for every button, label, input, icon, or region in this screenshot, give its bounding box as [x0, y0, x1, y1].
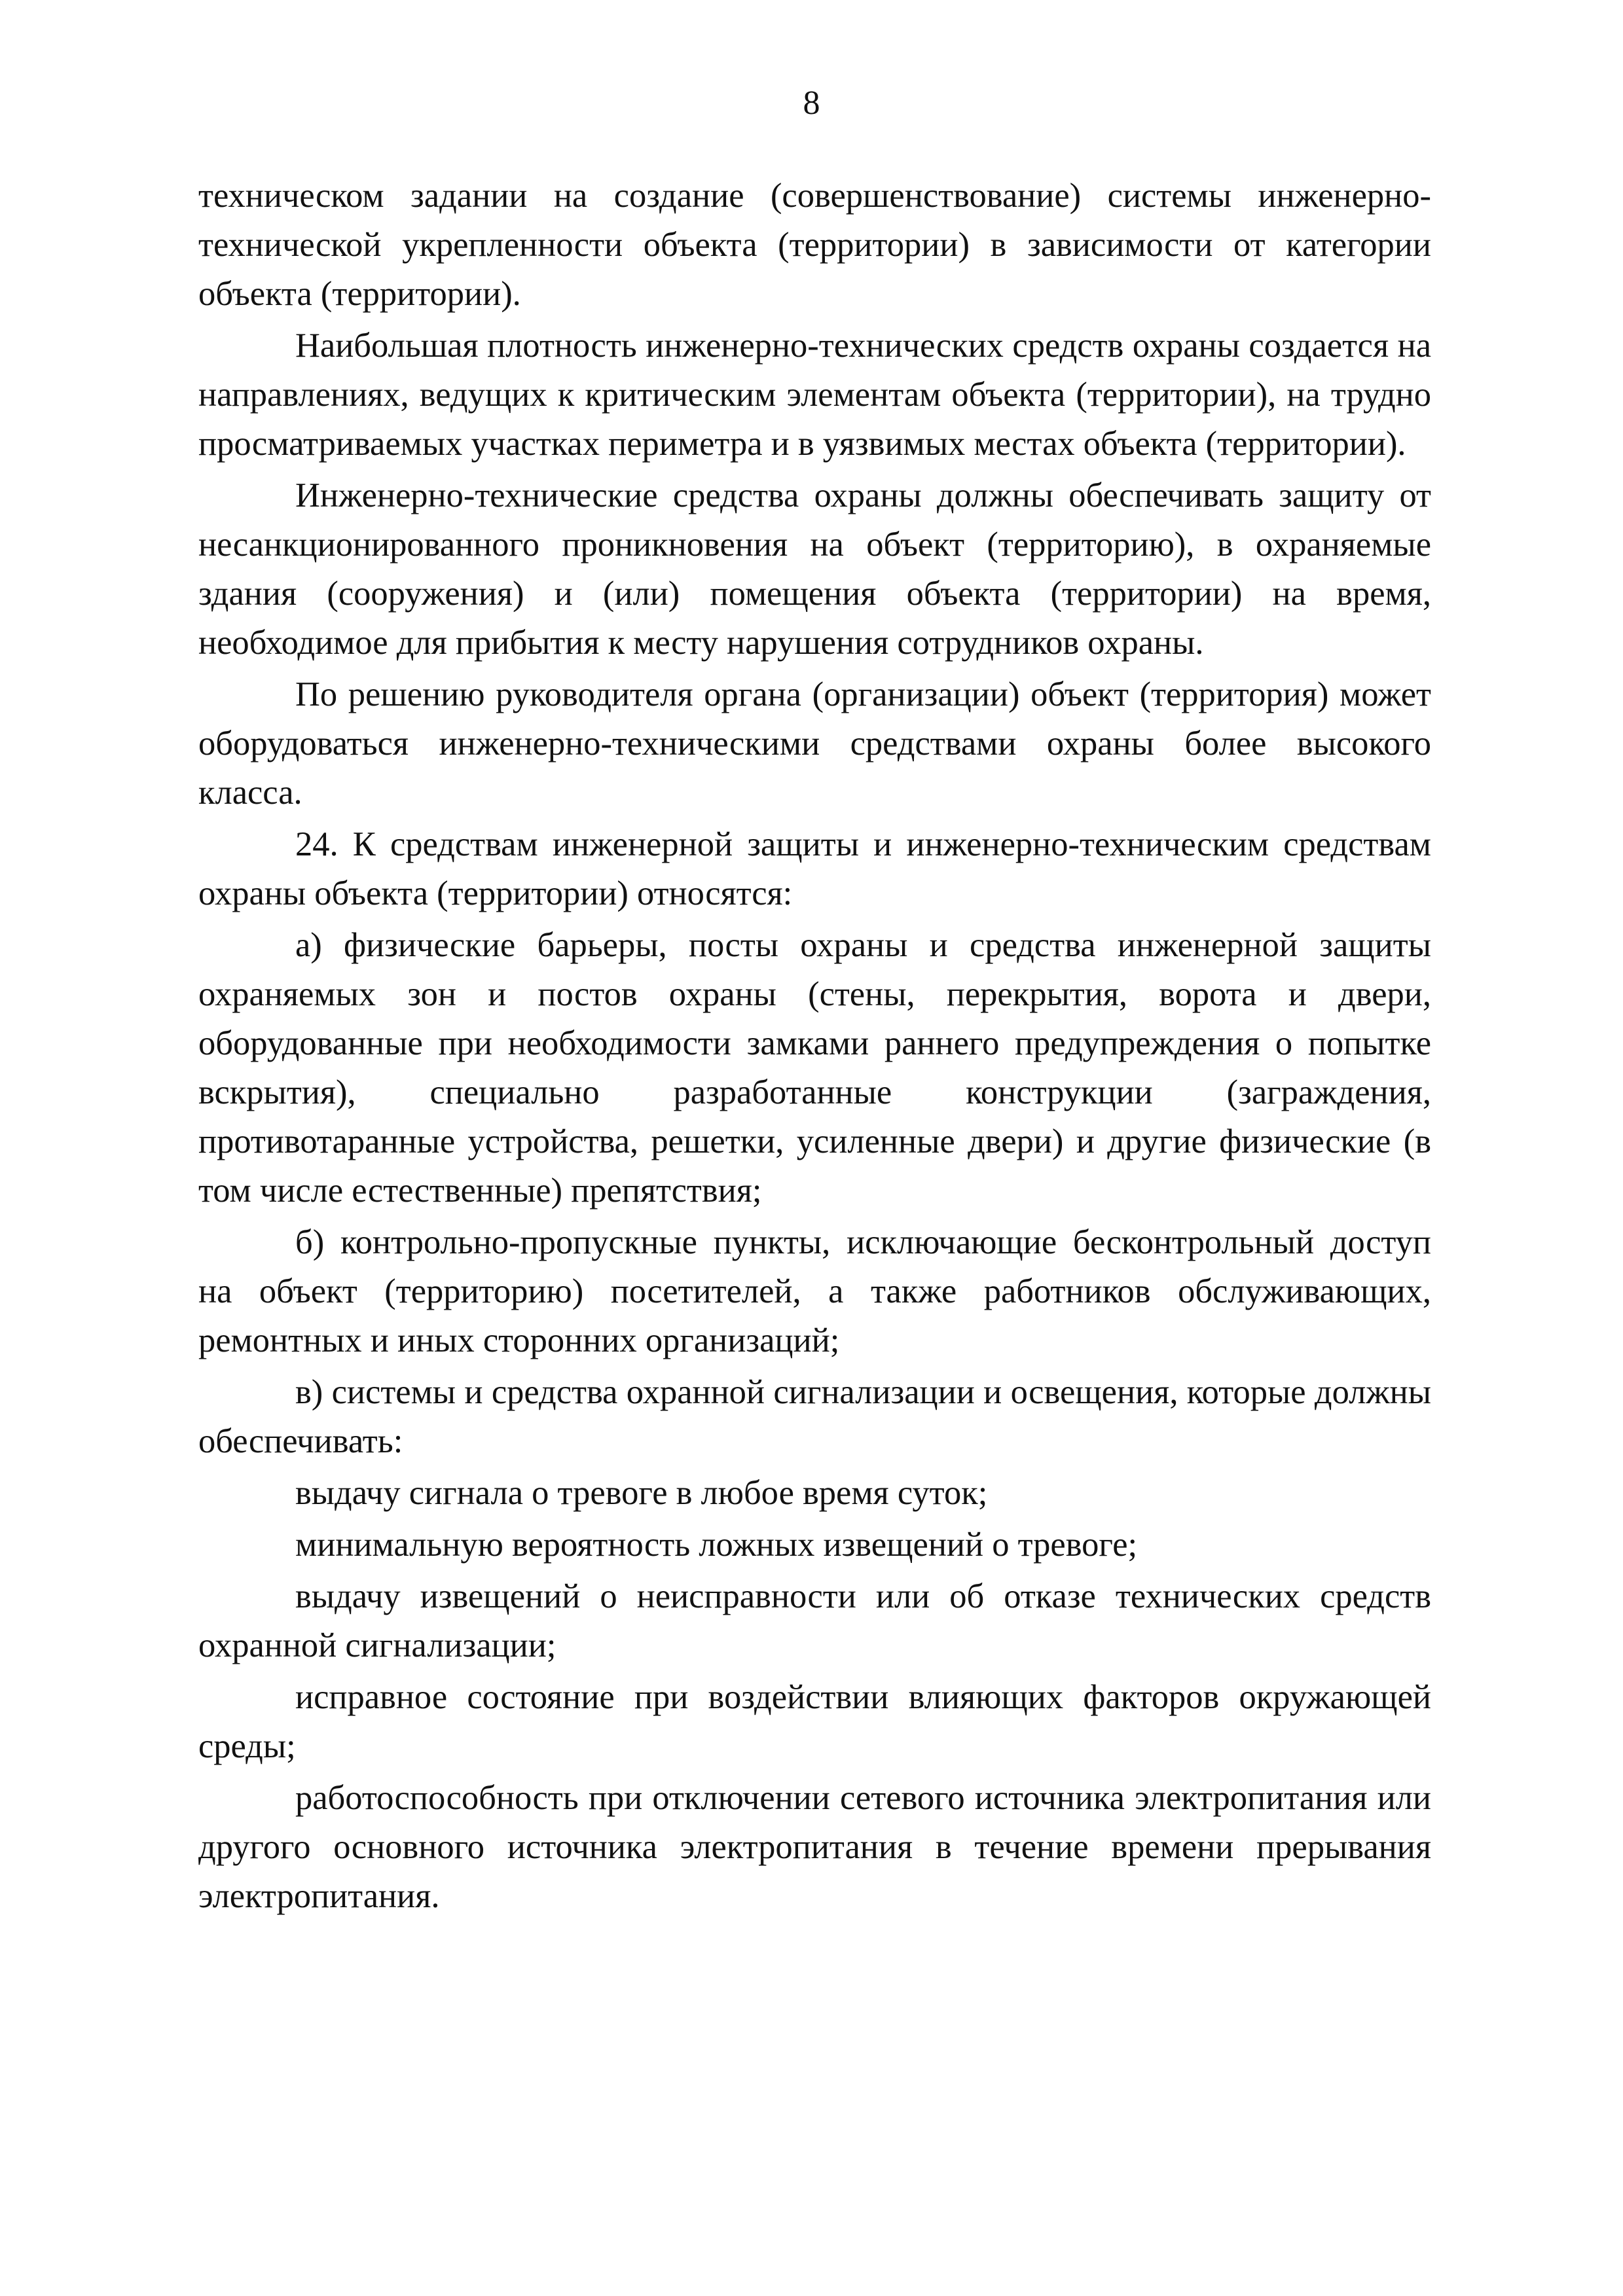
requirement-alarm-signal: выдачу сигнала о тревоге в любое время суток;: [295, 1474, 988, 1512]
list-item-b: б) контрольно-пропускные пункты, исключающие бесконтрольный доступ на объект (территорию) посетителей, а также работников обслуживающих, ремонтных и иных сторонних организаций;: [198, 1223, 1431, 1359]
paragraph-density: Наибольшая плотность инженерно-технических средств охраны создается на направлениях, ведущих к критическим элементам объекта (территории), на трудно просматриваемых участках периметра и в уязвимых местах объекта (территории).: [198, 327, 1431, 463]
paragraph-item-24: 24. К средствам инженерной защиты и инженерно-техническим средствам охраны объекта (территории) относятся:: [198, 825, 1431, 912]
requirement-environment: исправное состояние при воздействии влияющих факторов окружающей среды;: [198, 1678, 1431, 1765]
paragraph-protection: Инженерно-технические средства охраны должны обеспечивать защиту от несанкционированного проникновения на объект (территорию), в охраняемые здания (сооружения) и (или) помещения объекта (территории) на время, необходимое для прибытия к месту нарушения сотрудников охраны.: [198, 476, 1431, 662]
page-number: 8: [803, 84, 820, 122]
list-item-v: в) системы и средства охранной сигнализации и освещения, которые должны обеспечивать:: [198, 1373, 1431, 1460]
document-body: [198, 171, 1431, 1921]
requirement-fault-notices: выдачу извещений о неисправности или об отказе технических средств охранной сигнализации;: [198, 1577, 1431, 1664]
requirement-false-alarms: минимальную вероятность ложных извещений о тревоге;: [295, 1526, 1138, 1564]
paragraph-higher-class: По решению руководителя органа (организации) объект (территория) может оборудоваться инженерно-техническими средствами охраны более высокого класса.: [198, 675, 1431, 812]
paragraph-continuation: техническом задании на создание (совершенствование) системы инженерно-технической укрепленности объекта (территории) в зависимости от категории объекта (территории).: [198, 177, 1431, 313]
requirement-power-failure: работоспособность при отключении сетевого источника электропитания или другого основного источника электропитания в течение времени прерывания электропитания.: [198, 1779, 1431, 1915]
list-item-a: а) физические барьеры, посты охраны и средства инженерной защиты охраняемых зон и постов охраны (стены, перекрытия, ворота и двери, оборудованные при необходимости замками раннего предупреждения о попытке вскрытия), специально разработанные конструкции (заграждения, противотаранные устройства, решетки, усиленные двери) и другие физические (в том числе естественные) препятствия;: [198, 926, 1431, 1210]
